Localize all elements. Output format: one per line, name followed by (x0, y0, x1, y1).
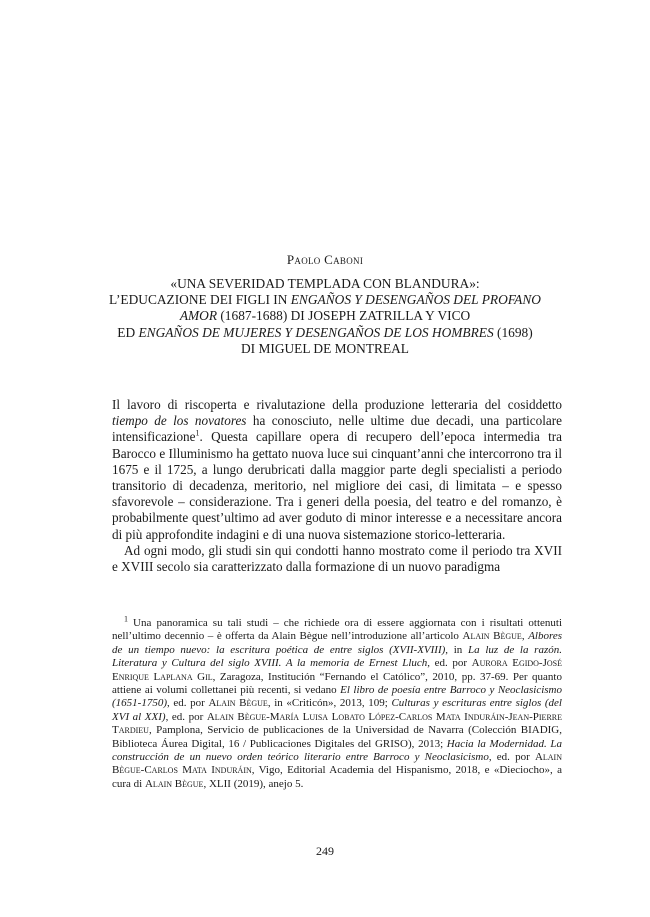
footnote-text: , Pamplona, Servicio de publicaciones de la Universidad de Navarra (Colección BIADIG, Biblioteca Áurea Digital, 16 / Publicaciones Digitales del GRISO), 2013; (112, 724, 562, 750)
author-ref: Aurora Egido-José Enrique Laplana Gil (112, 657, 562, 683)
footnote-text: Una panoramica su tali studi – che richiede ora di essere aggiornata con i risultati ottenuti nell’ultimo decennio – è offerta da Alain Bègue nell’introduzione all’articolo (112, 617, 562, 643)
page-number: 249 (316, 844, 334, 858)
paragraph (112, 397, 562, 543)
author-ref: Alain Bègue (208, 697, 268, 710)
footnote-text: , ed. por (427, 657, 472, 670)
italic-term: tiempo de los novatores (112, 413, 247, 429)
footnote-text: , ed. por (488, 751, 535, 764)
footnote-text: , in «Criticón», 2013, 109; (267, 697, 392, 710)
work-title: ENGAÑOS Y DESENGAÑOS DEL PROFANO AMOR (179, 292, 541, 324)
footnote-text: , ed. por (167, 697, 209, 710)
work-title: La luz de la razón. Literatura y Cultura del siglo XVIII. A la memoria de Ernest Lluch (112, 643, 562, 670)
author-ref: Alain Bègue-Carlos Mata Induráin (112, 751, 562, 777)
work-title: El libro de poesía entre Barroco y Neoclasicismo (1651-1750) (112, 684, 562, 710)
title-line (96, 292, 554, 324)
work-title: Culturas y escrituras entre siglos (del XVI al XXI) (112, 697, 562, 723)
title-line: «UNA SEVERIDAD TEMPLADA CON BLANDURA»: (170, 276, 480, 291)
paragraph: Ad ogni modo, gli studi sin qui condotti hanno mostrato come il periodo tra XVII e XVIII secolo sia caratterizzato dalla formazione di un nuovo paradigma (112, 542, 562, 575)
work-title: Hacia la Modernidad. La construcción de un nuevo orden teórico literario entre Barroco y Neoclasicismo (112, 737, 562, 764)
footnote-text: , (521, 630, 529, 643)
footnote-text: , Vigo, Editorial Academia del Hispanismo, 2018, e «Dieciocho», a cura di (112, 764, 562, 790)
footnote-text: , Zaragoza, Institución “Fernando el Católico”, 2010, pp. 37-69. Per quanto attiene ai volumi collettanei più recenti, si vedano (112, 670, 562, 697)
footnotes (112, 614, 563, 791)
work-title: Albores de un tiempo nuevo: la escritura poética de entre siglos (XVII-XVIII) (112, 630, 562, 656)
title-text: ED (117, 324, 139, 340)
body-text (112, 397, 562, 575)
author-ref: Alain Bègue (144, 777, 204, 790)
title-text: L’EDUCAZIONE DEI FIGLI IN (109, 292, 291, 308)
footnote (112, 614, 563, 791)
footnote-ref: 1 (195, 429, 200, 439)
footnote-text: , XLII (2019), anejo 5. (203, 777, 304, 790)
title-text: (1698) (493, 324, 533, 340)
author-ref: Alain Bègue (462, 630, 522, 643)
paragraph-text: Il lavoro di riscoperta e rivalutazione della produzione letteraria del cosiddetto (112, 397, 562, 412)
paragraph-text: . Questa capillare opera di recupero dell’epoca intermedia tra Barocco e Illuminismo ha gettato nuova luce sui cinquant’anni che intercorrono tra il 1675 e il 1725, a lungo derubricati dalla maggior parte degli specialisti a periodo transitorio di decadenza, meritorio, nel migliore dei casi, di limitata – e spesso sfavorevole – considerazione. Tra i generi della poesia, del teatro e del romanzo, è probabilmente quest’ultimo ad aver goduto di minor interesse e a necessitare ancora di più approfondite indagini e di una nuova sistemazione storico-letteraria. (112, 429, 562, 542)
article-title (96, 276, 554, 357)
paragraph-text: ha conosciuto, nelle ultime due decadi, una particolare intensificazione (112, 413, 563, 445)
title-line (96, 325, 554, 341)
footnote-text: , in (445, 643, 468, 656)
author-name: Paolo Caboni (286, 252, 364, 267)
title-line: DI MIGUEL DE MONTREAL (241, 340, 409, 356)
footnote-text: , ed. por (165, 710, 207, 723)
title-text: (1687-1688) DI JOSEPH ZATRILLA Y VICO (217, 308, 471, 324)
footnote-number: 1 (124, 614, 128, 624)
author-ref: Alain Bègue-María Luisa Lobato López-Carlos Mata Induráin-Jean-Pierre Tardieu (112, 710, 563, 737)
work-title: ENGAÑOS DE MUJERES Y DESENGAÑOS DE LOS HOMBRES (138, 324, 494, 340)
